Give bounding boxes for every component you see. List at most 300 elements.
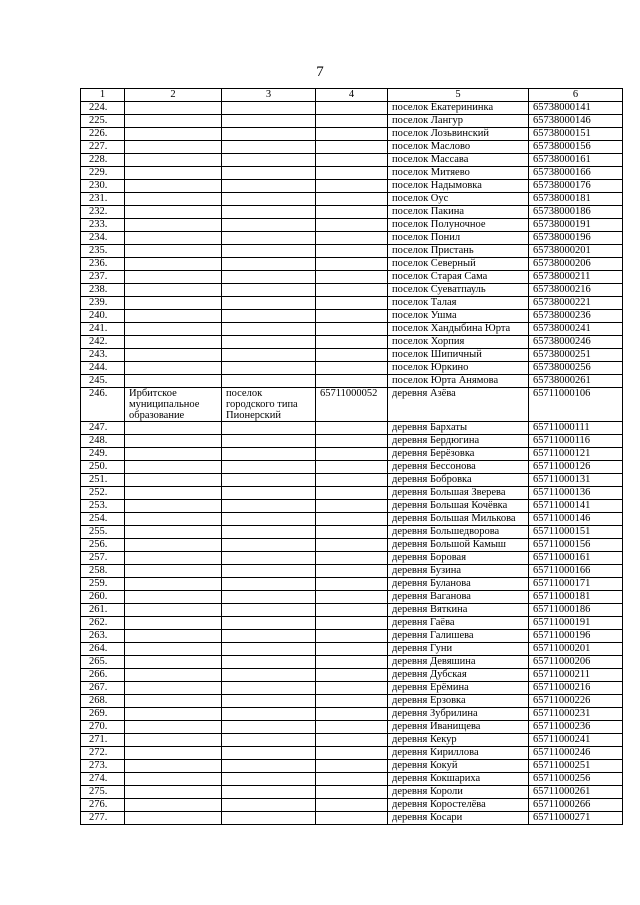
row-number: 234. bbox=[81, 232, 125, 245]
oktmo-code-cell: 65711000126 bbox=[529, 461, 623, 474]
table-row bbox=[81, 682, 623, 695]
oktmo-code-cell: 65711000216 bbox=[529, 682, 623, 695]
center-code-cell bbox=[316, 141, 388, 154]
table-row bbox=[81, 604, 623, 617]
center-cell bbox=[222, 695, 316, 708]
oktmo-code-cell: 65711000121 bbox=[529, 448, 623, 461]
settlement-name-cell: деревня Кекур bbox=[388, 734, 529, 747]
table-row bbox=[81, 422, 623, 435]
center-cell bbox=[222, 271, 316, 284]
center-code-cell bbox=[316, 760, 388, 773]
oktmo-code-cell: 65711000186 bbox=[529, 604, 623, 617]
oktmo-code-cell: 65738000156 bbox=[529, 141, 623, 154]
oktmo-code-cell: 65711000166 bbox=[529, 565, 623, 578]
oktmo-code-cell: 65711000141 bbox=[529, 500, 623, 513]
settlement-name-cell: деревня Короли bbox=[388, 786, 529, 799]
oktmo-code-cell: 65711000241 bbox=[529, 734, 623, 747]
settlement-name-cell: поселок Массава bbox=[388, 154, 529, 167]
center-cell bbox=[222, 474, 316, 487]
municipality-cell bbox=[125, 154, 222, 167]
settlement-name-cell: поселок Юрта Анямова bbox=[388, 375, 529, 388]
table-row bbox=[81, 760, 623, 773]
center-cell bbox=[222, 219, 316, 232]
municipality-cell bbox=[125, 604, 222, 617]
settlement-name-cell: деревня Косари bbox=[388, 812, 529, 825]
table-row bbox=[81, 362, 623, 375]
row-number: 275. bbox=[81, 786, 125, 799]
center-code-cell bbox=[316, 349, 388, 362]
settlement-name-cell: деревня Ваганова bbox=[388, 591, 529, 604]
center-code-cell bbox=[316, 695, 388, 708]
municipality-cell bbox=[125, 102, 222, 115]
row-number: 260. bbox=[81, 591, 125, 604]
center-code-cell bbox=[316, 271, 388, 284]
row-number: 238. bbox=[81, 284, 125, 297]
table-row bbox=[81, 812, 623, 825]
municipality-cell bbox=[125, 180, 222, 193]
table-row bbox=[81, 245, 623, 258]
row-number: 264. bbox=[81, 643, 125, 656]
municipality-cell bbox=[125, 721, 222, 734]
oktmo-code-cell: 65711000271 bbox=[529, 812, 623, 825]
oktmo-code-cell: 65711000211 bbox=[529, 669, 623, 682]
table-row bbox=[81, 219, 623, 232]
settlement-name-cell: деревня Кокуй bbox=[388, 760, 529, 773]
center-code-cell bbox=[316, 643, 388, 656]
center-cell bbox=[222, 513, 316, 526]
municipality-cell bbox=[125, 526, 222, 539]
row-number: 256. bbox=[81, 539, 125, 552]
oktmo-code-cell: 65711000206 bbox=[529, 656, 623, 669]
settlement-name-cell: деревня Бархаты bbox=[388, 422, 529, 435]
municipality-cell bbox=[125, 461, 222, 474]
oktmo-code-cell: 65738000236 bbox=[529, 310, 623, 323]
row-number: 244. bbox=[81, 362, 125, 375]
center-code-cell bbox=[316, 245, 388, 258]
oktmo-code-cell: 65738000146 bbox=[529, 115, 623, 128]
municipality-cell bbox=[125, 500, 222, 513]
settlement-name-cell: деревня Большой Камыш bbox=[388, 539, 529, 552]
center-code-cell bbox=[316, 167, 388, 180]
center-code-cell bbox=[316, 487, 388, 500]
center-cell bbox=[222, 323, 316, 336]
row-number: 229. bbox=[81, 167, 125, 180]
municipality-cell bbox=[125, 565, 222, 578]
municipality-cell bbox=[125, 448, 222, 461]
municipality-cell bbox=[125, 193, 222, 206]
row-number: 232. bbox=[81, 206, 125, 219]
table-row bbox=[81, 435, 623, 448]
oktmo-code-cell: 65711000191 bbox=[529, 617, 623, 630]
row-number: 272. bbox=[81, 747, 125, 760]
row-number: 252. bbox=[81, 487, 125, 500]
settlement-name-cell: деревня Вяткина bbox=[388, 604, 529, 617]
table-row bbox=[81, 643, 623, 656]
center-code-cell bbox=[316, 102, 388, 115]
center-code-cell bbox=[316, 310, 388, 323]
row-number: 247. bbox=[81, 422, 125, 435]
center-cell bbox=[222, 656, 316, 669]
municipality-cell bbox=[125, 747, 222, 760]
settlement-name-cell: поселок Ушма bbox=[388, 310, 529, 323]
center-cell bbox=[222, 539, 316, 552]
row-number: 261. bbox=[81, 604, 125, 617]
center-code-cell bbox=[316, 375, 388, 388]
center-code-cell bbox=[316, 474, 388, 487]
table-row bbox=[81, 500, 623, 513]
row-number: 243. bbox=[81, 349, 125, 362]
row-number: 246. bbox=[81, 388, 125, 422]
center-cell bbox=[222, 422, 316, 435]
center-code-cell bbox=[316, 682, 388, 695]
header-col-3: 3 bbox=[222, 89, 316, 102]
municipality-cell bbox=[125, 141, 222, 154]
table-row bbox=[81, 336, 623, 349]
row-number: 262. bbox=[81, 617, 125, 630]
municipality-cell bbox=[125, 669, 222, 682]
row-number: 255. bbox=[81, 526, 125, 539]
table-row bbox=[81, 513, 623, 526]
settlement-name-cell: поселок Хандыбина Юрта bbox=[388, 323, 529, 336]
table-row bbox=[81, 695, 623, 708]
row-number: 270. bbox=[81, 721, 125, 734]
center-code-cell bbox=[316, 128, 388, 141]
settlement-name-cell: деревня Галишева bbox=[388, 630, 529, 643]
municipality-cell bbox=[125, 167, 222, 180]
settlement-name-cell: поселок Оус bbox=[388, 193, 529, 206]
oktmo-code-cell: 65711000116 bbox=[529, 435, 623, 448]
oktmo-code-cell: 65738000221 bbox=[529, 297, 623, 310]
table-row bbox=[81, 786, 623, 799]
municipality-cell bbox=[125, 232, 222, 245]
municipality-cell bbox=[125, 682, 222, 695]
oktmo-code-cell: 65711000236 bbox=[529, 721, 623, 734]
center-code-cell bbox=[316, 297, 388, 310]
row-number: 241. bbox=[81, 323, 125, 336]
oktmo-code-cell: 65738000251 bbox=[529, 349, 623, 362]
row-number: 224. bbox=[81, 102, 125, 115]
row-number: 271. bbox=[81, 734, 125, 747]
center-cell bbox=[222, 375, 316, 388]
center-code-cell bbox=[316, 206, 388, 219]
center-code-cell bbox=[316, 669, 388, 682]
center-code-cell bbox=[316, 323, 388, 336]
oktmo-code-cell: 65711000261 bbox=[529, 786, 623, 799]
center-cell bbox=[222, 591, 316, 604]
municipality-cell bbox=[125, 258, 222, 271]
center-cell bbox=[222, 773, 316, 786]
oktmo-code-cell: 65711000266 bbox=[529, 799, 623, 812]
oktmo-code-cell: 65738000166 bbox=[529, 167, 623, 180]
center-cell bbox=[222, 643, 316, 656]
center-code-cell bbox=[316, 630, 388, 643]
table-row bbox=[81, 258, 623, 271]
table-row bbox=[81, 180, 623, 193]
center-code-cell bbox=[316, 232, 388, 245]
center-cell bbox=[222, 435, 316, 448]
oktmo-code-cell: 65711000131 bbox=[529, 474, 623, 487]
row-number: 242. bbox=[81, 336, 125, 349]
table-row bbox=[81, 565, 623, 578]
center-code-cell bbox=[316, 552, 388, 565]
table-row bbox=[81, 375, 623, 388]
row-number: 237. bbox=[81, 271, 125, 284]
table-row bbox=[81, 799, 623, 812]
settlement-name-cell: деревня Большая Кочёвка bbox=[388, 500, 529, 513]
table-row bbox=[81, 154, 623, 167]
table-row bbox=[81, 310, 623, 323]
center-cell bbox=[222, 115, 316, 128]
center-code-cell bbox=[316, 604, 388, 617]
center-cell bbox=[222, 349, 316, 362]
municipality-cell bbox=[125, 695, 222, 708]
settlement-name-cell: поселок Понил bbox=[388, 232, 529, 245]
center-code-cell bbox=[316, 539, 388, 552]
municipality-cell bbox=[125, 435, 222, 448]
center-cell bbox=[222, 578, 316, 591]
header-col-6: 6 bbox=[529, 89, 623, 102]
municipality-cell bbox=[125, 799, 222, 812]
municipality-cell bbox=[125, 245, 222, 258]
oktmo-code-cell: 65711000251 bbox=[529, 760, 623, 773]
municipality-cell bbox=[125, 297, 222, 310]
settlement-name-cell: деревня Большедворова bbox=[388, 526, 529, 539]
table-row bbox=[81, 630, 623, 643]
municipality-cell bbox=[125, 284, 222, 297]
center-cell bbox=[222, 682, 316, 695]
municipality-cell bbox=[125, 591, 222, 604]
center-code-cell bbox=[316, 500, 388, 513]
settlement-name-cell: поселок Шипичный bbox=[388, 349, 529, 362]
table-row bbox=[81, 552, 623, 565]
settlement-name-cell: поселок Полуночное bbox=[388, 219, 529, 232]
table-row bbox=[81, 526, 623, 539]
row-number: 248. bbox=[81, 435, 125, 448]
center-cell bbox=[222, 526, 316, 539]
center-cell bbox=[222, 565, 316, 578]
municipality-cell bbox=[125, 708, 222, 721]
center-cell bbox=[222, 552, 316, 565]
municipality-cell bbox=[125, 786, 222, 799]
row-number: 277. bbox=[81, 812, 125, 825]
table-row bbox=[81, 721, 623, 734]
center-cell bbox=[222, 362, 316, 375]
row-number: 230. bbox=[81, 180, 125, 193]
table-row bbox=[81, 206, 623, 219]
row-number: 253. bbox=[81, 500, 125, 513]
oktmo-code-cell: 65711000256 bbox=[529, 773, 623, 786]
oktmo-code-cell: 65738000256 bbox=[529, 362, 623, 375]
settlement-name-cell: деревня Коростелёва bbox=[388, 799, 529, 812]
center-code-cell bbox=[316, 513, 388, 526]
municipality-cell bbox=[125, 617, 222, 630]
center-cell bbox=[222, 310, 316, 323]
table-row bbox=[81, 591, 623, 604]
row-number: 263. bbox=[81, 630, 125, 643]
settlement-name-cell: деревня Боровая bbox=[388, 552, 529, 565]
center-code-cell: 65711000052 bbox=[316, 388, 388, 422]
municipality-cell bbox=[125, 630, 222, 643]
center-code-cell bbox=[316, 284, 388, 297]
center-code-cell bbox=[316, 258, 388, 271]
table-header-row bbox=[81, 89, 623, 102]
table-row bbox=[81, 102, 623, 115]
settlement-name-cell: деревня Кириллова bbox=[388, 747, 529, 760]
municipality-cell bbox=[125, 128, 222, 141]
settlement-name-cell: поселок Маслово bbox=[388, 141, 529, 154]
center-cell bbox=[222, 721, 316, 734]
table-row bbox=[81, 388, 623, 422]
municipality-cell bbox=[125, 349, 222, 362]
header-col-5: 5 bbox=[388, 89, 529, 102]
oktmo-code-cell: 65711000196 bbox=[529, 630, 623, 643]
center-cell bbox=[222, 284, 316, 297]
center-code-cell bbox=[316, 747, 388, 760]
center-cell bbox=[222, 461, 316, 474]
center-cell bbox=[222, 206, 316, 219]
settlement-name-cell: поселок Митяево bbox=[388, 167, 529, 180]
settlement-name-cell: поселок Лангур bbox=[388, 115, 529, 128]
center-code-cell bbox=[316, 448, 388, 461]
settlement-name-cell: деревня Ерёмина bbox=[388, 682, 529, 695]
table-row bbox=[81, 617, 623, 630]
row-number: 259. bbox=[81, 578, 125, 591]
municipality-cell bbox=[125, 310, 222, 323]
center-cell bbox=[222, 760, 316, 773]
settlement-name-cell: поселок Суеватпауль bbox=[388, 284, 529, 297]
oktmo-code-cell: 65738000216 bbox=[529, 284, 623, 297]
oktmo-code-cell: 65738000196 bbox=[529, 232, 623, 245]
municipality-cell bbox=[125, 375, 222, 388]
header-col-4: 4 bbox=[316, 89, 388, 102]
center-cell bbox=[222, 604, 316, 617]
center-cell bbox=[222, 799, 316, 812]
center-code-cell bbox=[316, 336, 388, 349]
oktmo-code-cell: 65738000206 bbox=[529, 258, 623, 271]
oktmo-code-cell: 65711000181 bbox=[529, 591, 623, 604]
settlement-name-cell: деревня Гаёва bbox=[388, 617, 529, 630]
settlement-name-cell: поселок Юркино bbox=[388, 362, 529, 375]
oktmo-code-cell: 65711000136 bbox=[529, 487, 623, 500]
oktmo-code-cell: 65711000201 bbox=[529, 643, 623, 656]
center-cell bbox=[222, 128, 316, 141]
municipality-cell bbox=[125, 271, 222, 284]
center-cell bbox=[222, 734, 316, 747]
municipality-cell bbox=[125, 115, 222, 128]
municipality-cell bbox=[125, 760, 222, 773]
center-code-cell bbox=[316, 591, 388, 604]
center-cell bbox=[222, 500, 316, 513]
municipality-cell bbox=[125, 362, 222, 375]
oktmo-code-cell: 65711000151 bbox=[529, 526, 623, 539]
table-row bbox=[81, 193, 623, 206]
table-row bbox=[81, 115, 623, 128]
row-number: 231. bbox=[81, 193, 125, 206]
settlement-name-cell: поселок Пакина bbox=[388, 206, 529, 219]
center-cell bbox=[222, 786, 316, 799]
row-number: 268. bbox=[81, 695, 125, 708]
oktmo-code-cell: 65738000181 bbox=[529, 193, 623, 206]
page-number: 7 bbox=[316, 64, 324, 80]
oktmo-code-cell: 65738000201 bbox=[529, 245, 623, 258]
municipality-cell bbox=[125, 643, 222, 656]
settlement-name-cell: деревня Бобровка bbox=[388, 474, 529, 487]
table-row bbox=[81, 271, 623, 284]
settlement-name-cell: деревня Иванищева bbox=[388, 721, 529, 734]
center-cell bbox=[222, 297, 316, 310]
center-code-cell bbox=[316, 435, 388, 448]
oktmo-code-cell: 65738000241 bbox=[529, 323, 623, 336]
table-row bbox=[81, 708, 623, 721]
municipality-cell bbox=[125, 578, 222, 591]
row-number: 265. bbox=[81, 656, 125, 669]
table-row bbox=[81, 578, 623, 591]
center-cell bbox=[222, 167, 316, 180]
table-row bbox=[81, 232, 623, 245]
oktmo-code-cell: 65738000176 bbox=[529, 180, 623, 193]
municipality-cell bbox=[125, 206, 222, 219]
center-cell bbox=[222, 102, 316, 115]
settlement-name-cell: деревня Гуни bbox=[388, 643, 529, 656]
center-cell bbox=[222, 448, 316, 461]
oktmo-code-cell: 65738000151 bbox=[529, 128, 623, 141]
municipality-cell bbox=[125, 336, 222, 349]
row-number: 235. bbox=[81, 245, 125, 258]
center-cell bbox=[222, 487, 316, 500]
oktmo-code-cell: 65738000191 bbox=[529, 219, 623, 232]
table-row bbox=[81, 487, 623, 500]
oktmo-code-cell: 65711000111 bbox=[529, 422, 623, 435]
row-number: 258. bbox=[81, 565, 125, 578]
municipality-cell bbox=[125, 422, 222, 435]
table-row bbox=[81, 461, 623, 474]
center-code-cell bbox=[316, 362, 388, 375]
row-number: 250. bbox=[81, 461, 125, 474]
header-col-2: 2 bbox=[125, 89, 222, 102]
row-number: 225. bbox=[81, 115, 125, 128]
table-row bbox=[81, 349, 623, 362]
oktmo-code-cell: 65738000211 bbox=[529, 271, 623, 284]
center-code-cell bbox=[316, 180, 388, 193]
row-number: 233. bbox=[81, 219, 125, 232]
municipality-cell bbox=[125, 734, 222, 747]
settlements-table bbox=[80, 88, 623, 825]
settlement-name-cell: деревня Девяшина bbox=[388, 656, 529, 669]
center-code-cell bbox=[316, 617, 388, 630]
row-number: 226. bbox=[81, 128, 125, 141]
center-cell bbox=[222, 193, 316, 206]
settlement-name-cell: деревня Кокшариха bbox=[388, 773, 529, 786]
row-number: 239. bbox=[81, 297, 125, 310]
row-number: 228. bbox=[81, 154, 125, 167]
settlement-name-cell: деревня Азёва bbox=[388, 388, 529, 422]
table-row bbox=[81, 284, 623, 297]
oktmo-code-cell: 65738000261 bbox=[529, 375, 623, 388]
table-row bbox=[81, 474, 623, 487]
center-code-cell bbox=[316, 422, 388, 435]
settlement-name-cell: деревня Дубская bbox=[388, 669, 529, 682]
oktmo-code-cell: 65711000161 bbox=[529, 552, 623, 565]
center-code-cell bbox=[316, 219, 388, 232]
table-row bbox=[81, 734, 623, 747]
center-code-cell bbox=[316, 799, 388, 812]
municipality-cell bbox=[125, 539, 222, 552]
oktmo-code-cell: 65738000161 bbox=[529, 154, 623, 167]
center-code-cell bbox=[316, 461, 388, 474]
oktmo-code-cell: 65711000146 bbox=[529, 513, 623, 526]
center-cell bbox=[222, 708, 316, 721]
settlement-name-cell: поселок Пристань bbox=[388, 245, 529, 258]
